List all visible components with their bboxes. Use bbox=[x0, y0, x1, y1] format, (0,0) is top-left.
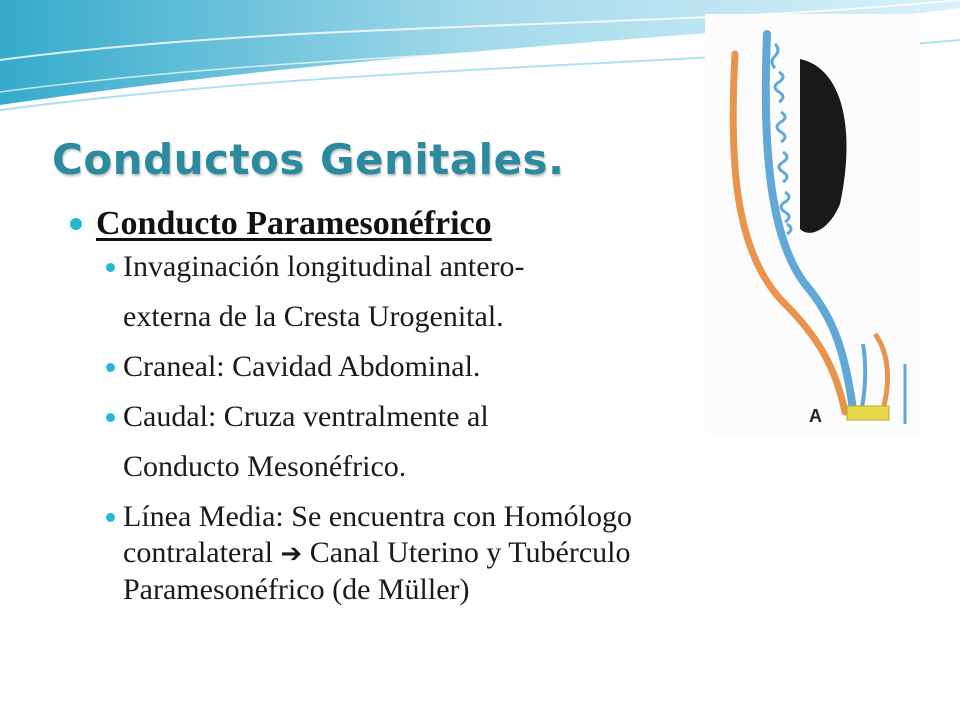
diagram-label: A bbox=[809, 406, 822, 426]
right-arrow-icon: ➔ bbox=[280, 539, 303, 569]
sub-bullet-4-line2-start: contralateral bbox=[123, 536, 273, 569]
bullet-dot bbox=[106, 263, 115, 272]
sub-bullet-3-line1: Caudal: Cruza ventralmente al bbox=[123, 400, 489, 433]
main-bullet-text: Conducto Paramesonéfrico bbox=[96, 205, 492, 242]
sub-bullet-4-line2 bbox=[123, 535, 870, 572]
slide-title: Conductos Genitales. bbox=[52, 135, 565, 184]
bullet-dot bbox=[106, 363, 115, 372]
sub-bullet-4-line2-end: Canal Uterino y Tubérculo bbox=[309, 536, 631, 569]
sub-bullet-3-continuation: Conducto Mesonéfrico. bbox=[123, 450, 407, 483]
sub-bullet-4 bbox=[70, 499, 870, 608]
bullet-dot bbox=[106, 513, 115, 522]
sub-bullet-4-line3: Paramesonéfrico (de Müller) bbox=[123, 573, 470, 606]
embryo-duct-diagram bbox=[705, 14, 920, 434]
sub-bullet-1-line1: Invaginación longitudinal antero- bbox=[123, 250, 525, 283]
sub-bullet-4-line1: Línea Media: Se encuentra con Homólogo bbox=[123, 500, 633, 533]
mullerian-tubercle bbox=[847, 406, 889, 420]
bullet-dot bbox=[70, 218, 82, 230]
sub-bullet-1-continuation: externa de la Cresta Urogenital. bbox=[123, 300, 504, 333]
bullet-dot bbox=[106, 413, 115, 422]
sub-bullet-2-line1: Craneal: Cavidad Abdominal. bbox=[123, 350, 481, 383]
